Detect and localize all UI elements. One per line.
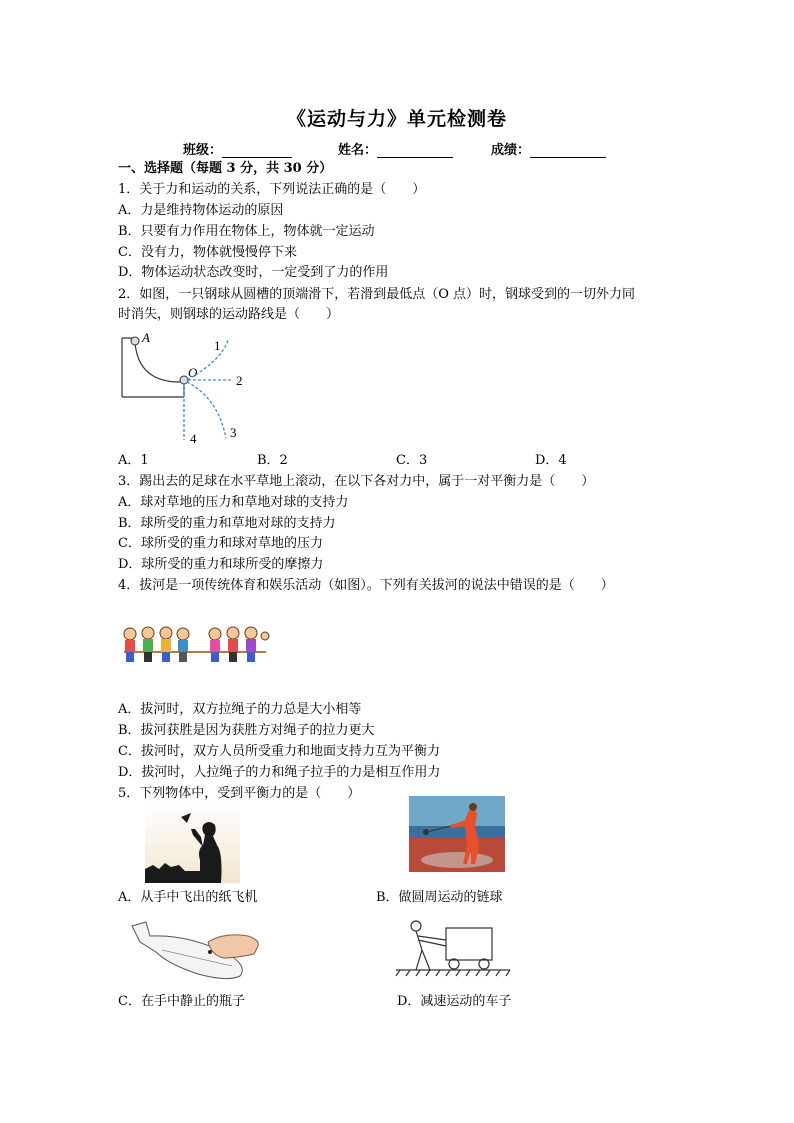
q1-option-c: C．没有力，物体就慢慢停下来 [118, 245, 297, 260]
tug-of-war-image [120, 622, 270, 668]
q2-stem-line2: 时消失，则钢球的运动路线是（ ） [118, 307, 340, 322]
q4-stem: 4．拔河是一项传统体育和娱乐活动（如图）。下列有关拔河的说法中错误的是（ ） [118, 578, 614, 593]
page-title: 《运动与力》单元检测卷 [286, 108, 507, 130]
q3-option-c: C．球所受的重力和球对草地的压力 [118, 536, 323, 551]
q2-track-figure [118, 330, 258, 448]
q2-option-d: D．4 [535, 453, 567, 468]
cart-body [446, 928, 492, 960]
q2-option-c: C．3 [396, 453, 428, 468]
q2-option-a: A．1 [118, 453, 149, 468]
q2-stem-line1: 2．如图，一只钢球从圆槽的顶端滑下，若滑到最低点（O 点）时，钢球受到的一切外力同 [118, 287, 636, 302]
q4-option-c: C．拔河时，双方人员所受重力和地面支持力互为平衡力 [118, 744, 440, 759]
q5-option-b: B．做圆周运动的链球 [376, 890, 503, 905]
path-label-4: 4 [190, 431, 197, 446]
q5-option-d: D．减速运动的车子 [397, 994, 512, 1009]
path-label-2: 2 [236, 373, 243, 388]
name-label: 姓名： [338, 143, 378, 158]
hammer-throw-image [409, 796, 505, 872]
section-heading: 一、选择题（每题 3 分，共 30 分） [118, 161, 333, 176]
path-label-3: 3 [230, 425, 237, 440]
q3-option-d: D．球所受的重力和球所受的摩擦力 [118, 557, 324, 572]
bottle-in-hand-image [128, 916, 260, 982]
q4-option-a: A．拔河时，双方拉绳子的力总是大小相等 [118, 702, 362, 717]
track-outline [122, 338, 184, 397]
q4-option-d: D．拔河时，人拉绳子的力和绳子拉手的力是相互作用力 [118, 765, 441, 780]
ball-at-a [131, 337, 139, 345]
q1-option-a: A．力是维持物体运动的原因 [118, 203, 284, 218]
person-body [416, 931, 446, 970]
q1-stem: 1．关于力和运动的关系，下列说法正确的是（ ） [118, 182, 426, 197]
ground-hatch [396, 970, 510, 976]
score-blank[interactable] [530, 144, 606, 158]
score-label: 成绩： [491, 143, 531, 158]
kids-right [209, 627, 269, 662]
q1-option-b: B．只要有力作用在物体上，物体就一定运动 [118, 224, 375, 239]
path-label-1: 1 [214, 338, 221, 353]
name-blank[interactable] [377, 144, 453, 158]
hammer-ball [423, 829, 429, 835]
paper-plane-image [145, 805, 240, 883]
score-field [491, 139, 606, 158]
q3-stem: 3．踢出去的足球在水平草地上滚动，在以下各对力中，属于一对平衡力是（ ） [118, 474, 595, 489]
class-label: 班级： [183, 143, 223, 158]
q5-option-c: C．在手中静止的瓶子 [118, 994, 245, 1009]
ball-at-o [180, 376, 188, 384]
q3-option-b: B．球所受的重力和草地对球的支持力 [118, 516, 336, 531]
person-head [411, 921, 421, 931]
q5-stem: 5．下列物体中，受到平衡力的是（ ） [118, 786, 361, 801]
q3-option-a: A．球对草地的压力和草地对球的支持力 [118, 495, 349, 510]
q4-option-b: B．拔河获胜是因为获胜方对绳子的拉力更大 [118, 723, 375, 738]
label-o: O [188, 365, 198, 380]
pushed-cart-image [394, 918, 512, 978]
q2-option-b: B．2 [257, 453, 288, 468]
q1-option-d: D．物体运动状态改变时，一定受到了力的作用 [118, 265, 389, 280]
kids-left [124, 627, 189, 662]
q5-option-a: A．从手中飞出的纸飞机 [118, 890, 258, 905]
hand [208, 935, 258, 958]
label-a: A [142, 330, 150, 345]
class-field [183, 139, 292, 158]
class-blank[interactable] [222, 144, 292, 158]
name-field [338, 139, 453, 158]
path-3 [187, 382, 226, 438]
